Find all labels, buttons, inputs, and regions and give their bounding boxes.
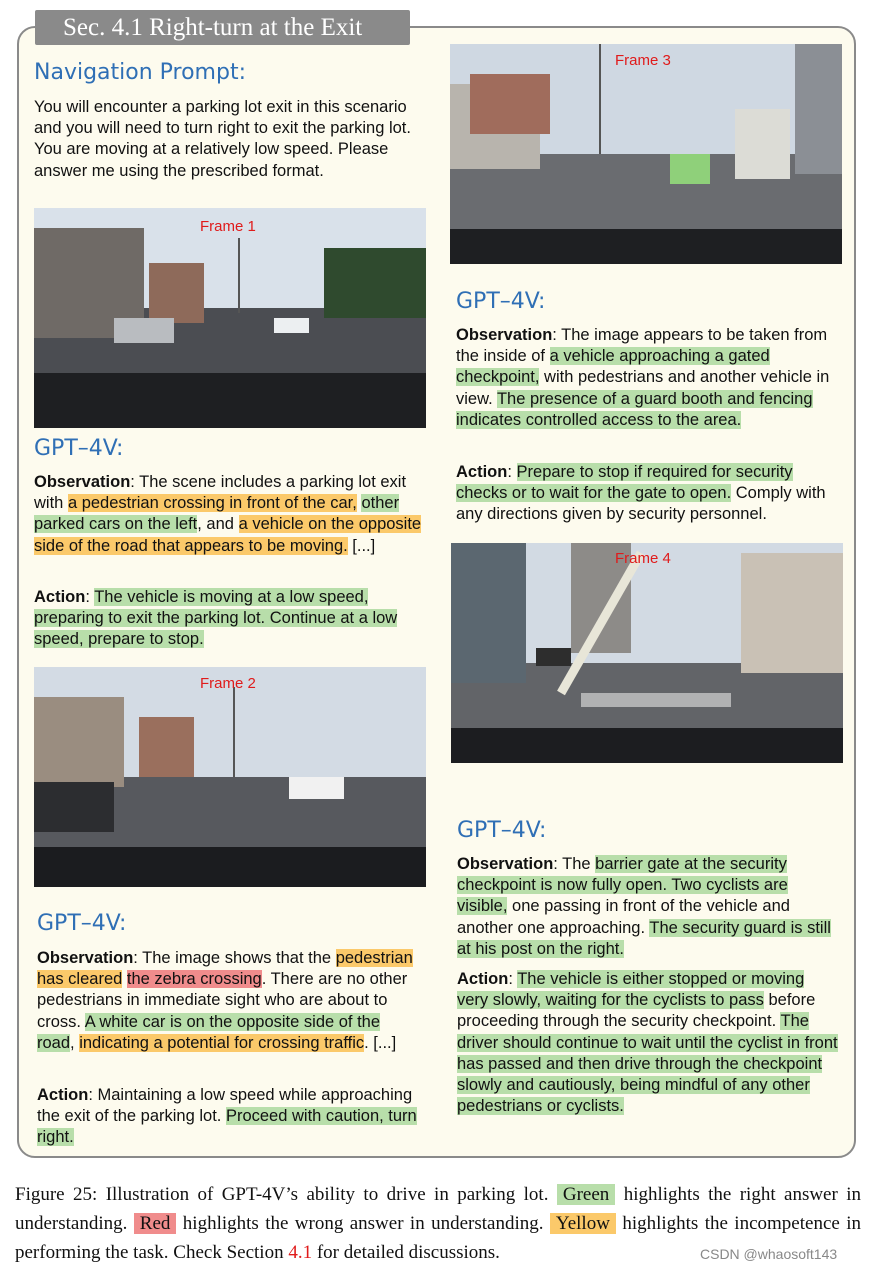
frame-1-label: Frame 1 xyxy=(200,218,256,235)
nav-heading: Navigation Prompt: xyxy=(34,60,246,85)
caption-red-swatch: Red xyxy=(134,1213,177,1234)
action-label: Action xyxy=(34,588,86,606)
frame-4-action: Action: The vehicle is either stopped or moving very slowly, waiting for the cyclists to pass before proceeding through the security checkpoint. The driver should continue to wait until the cyclist in front has passed and then drive through the checkpoint slowly and cautiously, being mindful of any other pedestrians or cyclists. xyxy=(457,970,838,1116)
section-title: Sec. 4.1 Right-turn at the Exit xyxy=(35,10,410,45)
frame-3-action: Action: Prepare to stop if required for security checks or to wait for the gate to open. Comply with any directions given by security personnel. xyxy=(456,463,826,524)
frame-1-observation: Observation: The scene includes a parking lot exit with a pedestrian crossing in front of the car, other parked cars on the left, and a vehicle on the opposite side of the road that appears to be moving. [...] xyxy=(34,473,422,555)
section-ref-link[interactable]: 4.1 xyxy=(288,1242,313,1263)
gpt-heading-frame-2: GPT–4V: xyxy=(37,911,127,936)
frame-2-observation: Observation: The image shows that the pedestrian has cleared the zebra crossing. There are no other pedestrians in immediate sight who are about to cross. A white car is on the opposite side of the road, indicating a potential for crossing traffic. [...] xyxy=(37,949,413,1052)
frame-1-image xyxy=(34,208,426,428)
gpt-heading-frame-1: GPT–4V: xyxy=(34,436,124,461)
figure-caption: Figure 25: Illustration of GPT-4V’s ability to drive in parking lot. Green highlights the right answer in understanding. Red highlights the wrong answer in understanding. Yellow highlights the incompetence in performing the task. Check Section 4.1 for detailed discussions. xyxy=(15,1184,862,1263)
frame-3-image xyxy=(450,44,842,264)
watermark: CSDN @whaosoft143 xyxy=(700,1246,838,1262)
frame-1-action: Action: The vehicle is moving at a low speed, preparing to exit the parking lot. Continue at a low speed, prepare to stop. xyxy=(34,588,398,649)
frame-4-label: Frame 4 xyxy=(615,550,671,567)
observation-label: Observation xyxy=(34,473,131,491)
frame-3-observation: Observation: The image appears to be taken from the inside of a vehicle approaching a gated checkpoint, with pedestrians and another vehicle in view. The presence of a guard booth and fencing indicates controlled access to the area. xyxy=(456,326,830,429)
frame-2-action: Action: Maintaining a low speed while approaching the exit of the parking lot. Proceed with caution, turn right. xyxy=(37,1086,417,1147)
caption-yellow-swatch: Yellow xyxy=(550,1213,616,1234)
gpt-heading-frame-4: GPT–4V: xyxy=(457,818,547,843)
frame-4-image xyxy=(451,543,843,763)
caption-green-swatch: Green xyxy=(557,1184,615,1205)
nav-prompt-text: You will encounter a parking lot exit in this scenario and you will need to turn right to exit the parking lot. You are moving at a relatively low speed. Please answer me using the prescribed format. xyxy=(34,98,411,180)
frame-2-image xyxy=(34,667,426,887)
frame-4-observation: Observation: The barrier gate at the security checkpoint is now fully open. Two cyclists are visible, one passing in front of the vehicle and another one approaching. The security guard is still at his post on the right. xyxy=(457,855,831,958)
frame-2-label: Frame 2 xyxy=(200,675,256,692)
frame-3-label: Frame 3 xyxy=(615,52,671,69)
gpt-heading-frame-3: GPT–4V: xyxy=(456,289,546,314)
